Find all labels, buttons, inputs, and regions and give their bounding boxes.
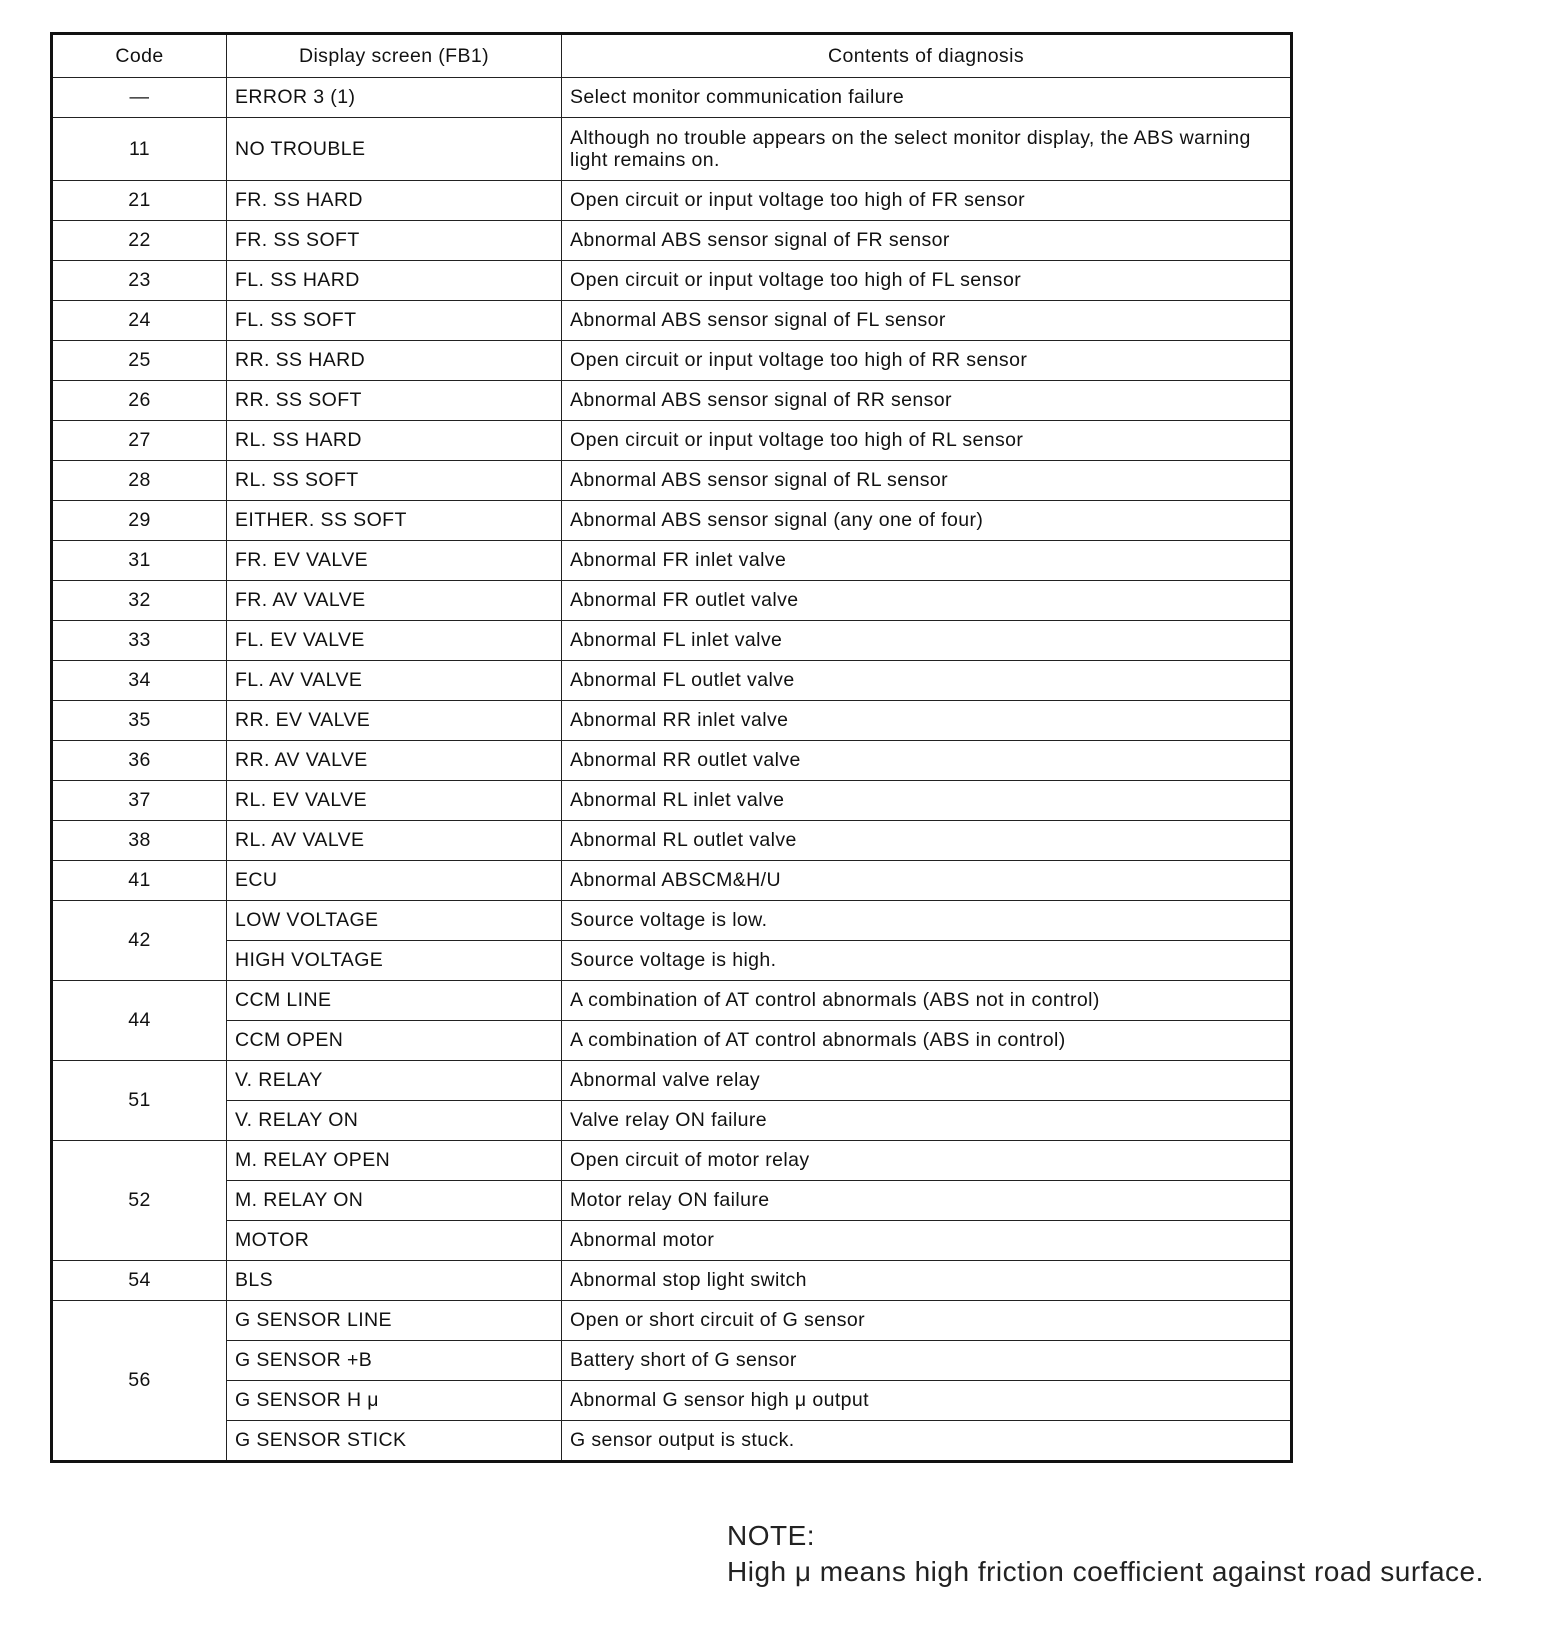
code-cell: — xyxy=(52,78,227,118)
table-row xyxy=(52,701,1292,741)
display-screen-cell: V. RELAY xyxy=(227,1061,562,1101)
display-screen-cell: FL. SS SOFT xyxy=(227,301,562,341)
display-screen-cell: FL. EV VALVE xyxy=(227,621,562,661)
display-screen-cell: M. RELAY OPEN xyxy=(227,1141,562,1181)
table-row xyxy=(52,941,1292,981)
code-cell: 28 xyxy=(52,461,227,501)
table-row xyxy=(52,981,1292,1021)
display-screen-cell: RR. EV VALVE xyxy=(227,701,562,741)
contents-cell: Abnormal valve relay xyxy=(562,1061,1292,1101)
display-screen-cell: BLS xyxy=(227,1261,562,1301)
display-screen-cell: FL. AV VALVE xyxy=(227,661,562,701)
table-row xyxy=(52,261,1292,301)
table-row xyxy=(52,1301,1292,1341)
table-row xyxy=(52,661,1292,701)
contents-cell: Abnormal FL outlet valve xyxy=(562,661,1292,701)
contents-cell: Open circuit or input voltage too high of FL sensor xyxy=(562,261,1292,301)
contents-cell: Abnormal FR inlet valve xyxy=(562,541,1292,581)
code-cell: 23 xyxy=(52,261,227,301)
code-cell: 54 xyxy=(52,1261,227,1301)
display-screen-cell: FL. SS HARD xyxy=(227,261,562,301)
display-screen-cell: FR. SS HARD xyxy=(227,181,562,221)
display-screen-cell: G SENSOR LINE xyxy=(227,1301,562,1341)
contents-cell: Open circuit or input voltage too high of FR sensor xyxy=(562,181,1292,221)
display-screen-cell: HIGH VOLTAGE xyxy=(227,941,562,981)
table-row xyxy=(52,1101,1292,1141)
display-screen-cell: NO TROUBLE xyxy=(227,118,562,181)
table-row xyxy=(52,221,1292,261)
display-screen-cell: G SENSOR +B xyxy=(227,1341,562,1381)
code-cell: 36 xyxy=(52,741,227,781)
header-contents: Contents of diagnosis xyxy=(562,34,1292,78)
contents-cell: Abnormal G sensor high μ output xyxy=(562,1381,1292,1421)
contents-cell: Source voltage is low. xyxy=(562,901,1292,941)
display-screen-cell: V. RELAY ON xyxy=(227,1101,562,1141)
code-cell: 51 xyxy=(52,1061,227,1141)
code-cell: 34 xyxy=(52,661,227,701)
code-cell: 42 xyxy=(52,901,227,981)
display-screen-cell: CCM LINE xyxy=(227,981,562,1021)
table-row xyxy=(52,118,1292,181)
table-row xyxy=(52,181,1292,221)
table-row xyxy=(52,901,1292,941)
contents-cell: G sensor output is stuck. xyxy=(562,1421,1292,1462)
code-cell: 32 xyxy=(52,581,227,621)
table-row xyxy=(52,1221,1292,1261)
display-screen-cell: ERROR 3 (1) xyxy=(227,78,562,118)
contents-cell: Abnormal ABS sensor signal of FL sensor xyxy=(562,301,1292,341)
code-cell: 44 xyxy=(52,981,227,1061)
header-display-screen: Display screen (FB1) xyxy=(227,34,562,78)
code-cell: 52 xyxy=(52,1141,227,1261)
header-code: Code xyxy=(52,34,227,78)
code-cell: 21 xyxy=(52,181,227,221)
table-row xyxy=(52,1141,1292,1181)
table-row xyxy=(52,621,1292,661)
contents-cell: A combination of AT control abnormals (ABS not in control) xyxy=(562,981,1292,1021)
contents-cell: Open circuit or input voltage too high of RL sensor xyxy=(562,421,1292,461)
table-body xyxy=(52,78,1292,1462)
display-screen-cell: FR. AV VALVE xyxy=(227,581,562,621)
contents-cell: Abnormal motor xyxy=(562,1221,1292,1261)
contents-cell: Source voltage is high. xyxy=(562,941,1292,981)
contents-cell: Although no trouble appears on the select monitor display, the ABS warning light remains on. xyxy=(562,118,1292,181)
code-cell: 37 xyxy=(52,781,227,821)
table-row xyxy=(52,581,1292,621)
display-screen-cell: FR. SS SOFT xyxy=(227,221,562,261)
code-cell: 35 xyxy=(52,701,227,741)
diagnosis-table xyxy=(50,32,1293,1463)
table-row xyxy=(52,1261,1292,1301)
code-cell: 25 xyxy=(52,341,227,381)
display-screen-cell: RL. SS HARD xyxy=(227,421,562,461)
contents-cell: Abnormal RL outlet valve xyxy=(562,821,1292,861)
table-row xyxy=(52,461,1292,501)
table-row xyxy=(52,381,1292,421)
table-row xyxy=(52,78,1292,118)
contents-cell: Abnormal ABS sensor signal of FR sensor xyxy=(562,221,1292,261)
contents-cell: Abnormal ABS sensor signal of RL sensor xyxy=(562,461,1292,501)
table-row xyxy=(52,501,1292,541)
display-screen-cell: G SENSOR H μ xyxy=(227,1381,562,1421)
code-cell: 31 xyxy=(52,541,227,581)
table-row xyxy=(52,301,1292,341)
table-row xyxy=(52,341,1292,381)
code-cell: 22 xyxy=(52,221,227,261)
code-cell: 38 xyxy=(52,821,227,861)
contents-cell: Abnormal ABS sensor signal of RR sensor xyxy=(562,381,1292,421)
display-screen-cell: RL. SS SOFT xyxy=(227,461,562,501)
table-row xyxy=(52,1061,1292,1101)
display-screen-cell: EITHER. SS SOFT xyxy=(227,501,562,541)
table-row xyxy=(52,1021,1292,1061)
contents-cell: Abnormal ABSCM&H/U xyxy=(562,861,1292,901)
table-row xyxy=(52,541,1292,581)
display-screen-cell: CCM OPEN xyxy=(227,1021,562,1061)
display-screen-cell: MOTOR xyxy=(227,1221,562,1261)
code-cell: 27 xyxy=(52,421,227,461)
table-row xyxy=(52,821,1292,861)
display-screen-cell: ECU xyxy=(227,861,562,901)
contents-cell: Open circuit or input voltage too high of RR sensor xyxy=(562,341,1292,381)
note-label: NOTE: xyxy=(727,1520,816,1551)
display-screen-cell: RL. AV VALVE xyxy=(227,821,562,861)
contents-cell: Open or short circuit of G sensor xyxy=(562,1301,1292,1341)
contents-cell: Motor relay ON failure xyxy=(562,1181,1292,1221)
code-cell: 11 xyxy=(52,118,227,181)
note-text: High μ means high friction coefficient against road surface. xyxy=(727,1556,1484,1587)
table-row xyxy=(52,421,1292,461)
code-cell: 26 xyxy=(52,381,227,421)
table-row xyxy=(52,781,1292,821)
contents-cell: Abnormal FL inlet valve xyxy=(562,621,1292,661)
contents-cell: Abnormal stop light switch xyxy=(562,1261,1292,1301)
contents-cell: Battery short of G sensor xyxy=(562,1341,1292,1381)
display-screen-cell: RL. EV VALVE xyxy=(227,781,562,821)
display-screen-cell: RR. SS HARD xyxy=(227,341,562,381)
contents-cell: Abnormal RR outlet valve xyxy=(562,741,1292,781)
contents-cell: Open circuit of motor relay xyxy=(562,1141,1292,1181)
table-row xyxy=(52,861,1292,901)
display-screen-cell: RR. SS SOFT xyxy=(227,381,562,421)
contents-cell: Valve relay ON failure xyxy=(562,1101,1292,1141)
code-cell: 56 xyxy=(52,1301,227,1462)
table-row xyxy=(52,1341,1292,1381)
code-cell: 33 xyxy=(52,621,227,661)
contents-cell: Abnormal RL inlet valve xyxy=(562,781,1292,821)
code-cell: 24 xyxy=(52,301,227,341)
table-row xyxy=(52,1421,1292,1462)
header-row xyxy=(52,34,1292,78)
table-row xyxy=(52,1381,1292,1421)
code-cell: 41 xyxy=(52,861,227,901)
contents-cell: Abnormal ABS sensor signal (any one of four) xyxy=(562,501,1292,541)
table-row xyxy=(52,1181,1292,1221)
code-cell: 29 xyxy=(52,501,227,541)
table-row xyxy=(52,741,1292,781)
display-screen-cell: M. RELAY ON xyxy=(227,1181,562,1221)
display-screen-cell: G SENSOR STICK xyxy=(227,1421,562,1462)
contents-cell: Select monitor communication failure xyxy=(562,78,1292,118)
contents-cell: A combination of AT control abnormals (ABS in control) xyxy=(562,1021,1292,1061)
display-screen-cell: LOW VOLTAGE xyxy=(227,901,562,941)
contents-cell: Abnormal FR outlet valve xyxy=(562,581,1292,621)
display-screen-cell: FR. EV VALVE xyxy=(227,541,562,581)
contents-cell: Abnormal RR inlet valve xyxy=(562,701,1292,741)
display-screen-cell: RR. AV VALVE xyxy=(227,741,562,781)
note xyxy=(727,1518,1497,1590)
